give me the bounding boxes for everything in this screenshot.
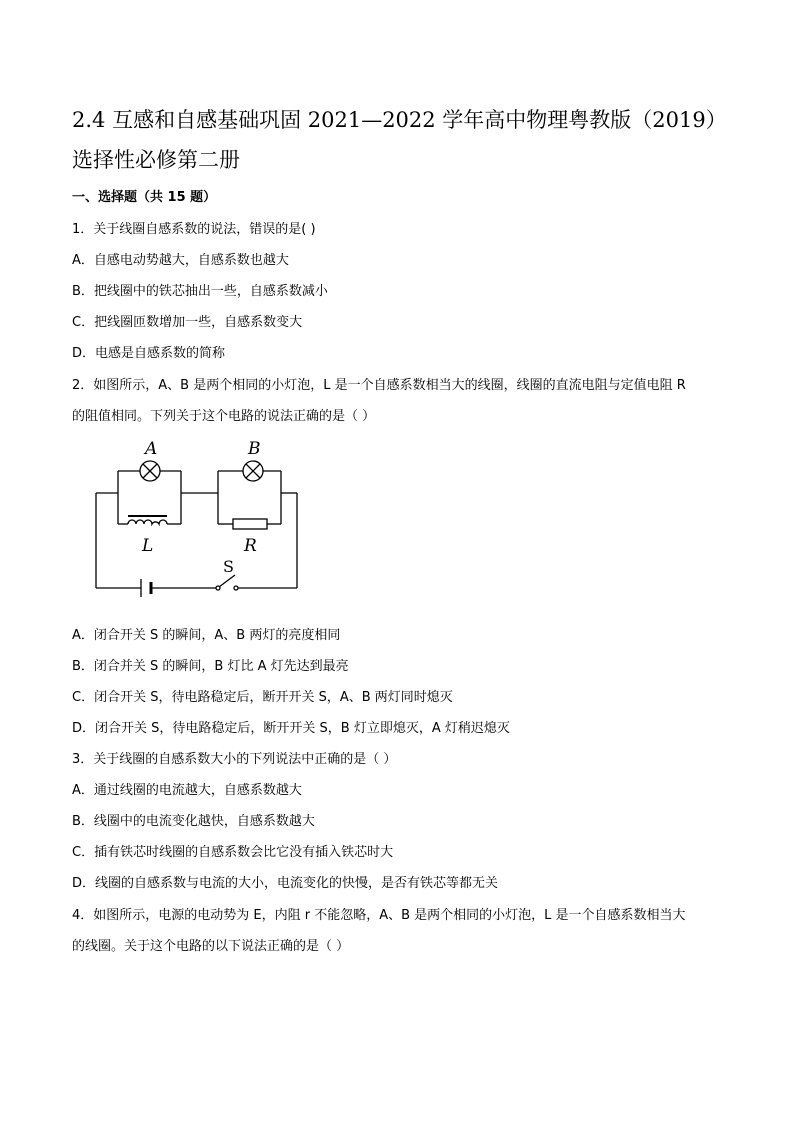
question-3-stem: 3．关于线圈的自感系数大小的下列说法中正确的是（ ） — [72, 752, 397, 767]
label-s: S — [223, 557, 234, 576]
inductor-coil-icon — [128, 516, 167, 524]
question-3-option-c: C．插有铁芯时线圈的自感系数会比它没有插入铁芯时大 — [72, 845, 394, 860]
label-b: B — [248, 439, 261, 459]
label-r: R — [244, 536, 257, 556]
question-1-stem: 1．关于线圈自感系数的说法，错误的是( ) — [72, 222, 316, 237]
switch-icon — [216, 575, 238, 590]
resistor-icon — [233, 519, 267, 529]
question-3-option-a: A．通过线圈的电流越大，自感系数越大 — [72, 783, 302, 798]
question-1-option-c: C．把线圈匝数增加一些，自感系数变大 — [72, 315, 303, 330]
question-1-option-b: B．把线圈中的铁芯抽出一些，自感系数减小 — [72, 284, 328, 299]
section-heading: 一、选择题（共 15 题） — [72, 190, 217, 205]
battery-icon — [141, 579, 151, 597]
question-2-option-c: C．闭合开关 S，待电路稳定后，断开开关 S，A、B 两灯同时熄灭 — [72, 690, 453, 705]
question-3-option-b: B．线圈中的电流变化越快，自感系数越大 — [72, 814, 315, 829]
question-1-option-a: A．自感电动势越大，自感系数也越大 — [72, 253, 289, 268]
lamp-b-icon — [243, 461, 263, 481]
question-1-option-d: D．电感是自感系数的简称 — [72, 346, 226, 361]
circuit-diagram — [88, 432, 308, 602]
question-3-option-d: D．线圈的自感系数与电流的大小，电流变化的快慢，是否有铁芯等都无关 — [72, 876, 499, 891]
question-2-option-a: A．闭合开关 S 的瞬间，A、B 两灯的亮度相同 — [72, 628, 341, 643]
document-title: 2.4 互感和自感基础巩固 2021—2022 学年高中物理粤教版（2019）选择性必修第二册 — [72, 108, 727, 172]
question-2-option-b: B．闭合并关 S 的瞬间，B 灯比 A 灯先达到最亮 — [72, 659, 349, 674]
label-l: L — [142, 536, 154, 556]
label-a: A — [145, 439, 158, 459]
lamp-a-icon — [140, 461, 160, 481]
question-2-option-d: D．闭合开关 S，待电路稳定后，断开开关 S，B 灯立即熄灭，A 灯稍迟熄灭 — [72, 721, 510, 736]
question-2-stem-line-2: 的阻值相同。下列关于这个电路的说法正确的是（ ） — [72, 409, 376, 424]
question-4-stem-line-2: 的线圈。关于这个电路的以下说法正确的是（ ） — [72, 939, 350, 954]
question-4-stem-line-1: 4．如图所示，电源的电动势为 E，内阻 r 不能忽略，A、B 是两个相同的小灯泡，L 是一个自感系数相当大 — [72, 908, 686, 923]
question-2-stem-line-1: 2．如图所示，A、B 是两个相同的小灯泡，L 是一个自感系数相当大的线圈，线圈的直流电阻与定值电阻 R — [72, 378, 686, 393]
